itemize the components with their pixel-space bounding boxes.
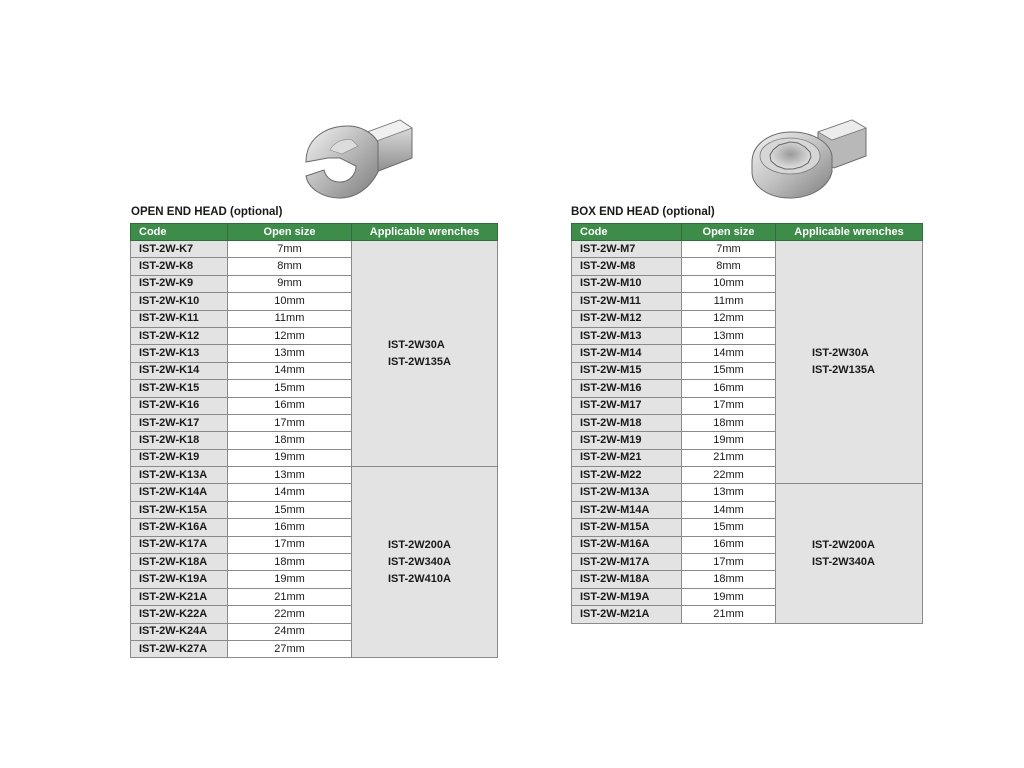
open-size-cell: 19mm [228, 449, 352, 466]
open-size-cell: 12mm [682, 310, 776, 327]
code-cell: IST-2W-M16 [572, 380, 682, 397]
code-cell: IST-2W-K22A [131, 606, 228, 623]
code-cell: IST-2W-M18 [572, 414, 682, 431]
table-header-row [131, 224, 498, 241]
wrench-model: IST-2W30A [388, 338, 445, 351]
open-size-cell: 16mm [228, 397, 352, 414]
open-size-cell: 15mm [228, 380, 352, 397]
code-cell: IST-2W-M22 [572, 467, 682, 484]
column-header-code: Code [131, 224, 228, 241]
open-size-cell: 14mm [682, 345, 776, 362]
code-cell: IST-2W-M8 [572, 258, 682, 275]
code-cell: IST-2W-M14A [572, 501, 682, 518]
applicable-wrenches-cell [352, 467, 498, 658]
open-size-cell: 12mm [228, 327, 352, 344]
code-cell: IST-2W-K14 [131, 362, 228, 379]
wrench-model: IST-2W30A [812, 347, 869, 360]
open-size-cell: 21mm [682, 449, 776, 466]
code-cell: IST-2W-K27A [131, 640, 228, 657]
column-header-open-size: Open size [682, 224, 776, 241]
code-cell: IST-2W-M15 [572, 362, 682, 379]
open-size-cell: 15mm [682, 519, 776, 536]
box-end-table [571, 223, 923, 624]
code-cell: IST-2W-K18 [131, 432, 228, 449]
applicable-wrenches-cell [776, 241, 923, 484]
open-size-cell: 19mm [682, 432, 776, 449]
open-size-cell: 18mm [682, 571, 776, 588]
code-cell: IST-2W-M13A [572, 484, 682, 501]
open-size-cell: 16mm [682, 380, 776, 397]
open-size-cell: 18mm [682, 414, 776, 431]
table-header-row [572, 224, 923, 241]
applicable-wrenches-cell [352, 241, 498, 467]
open-end-head-image [300, 112, 420, 208]
table-row [131, 467, 498, 484]
code-cell: IST-2W-K17 [131, 414, 228, 431]
wrench-model: IST-2W200A [388, 538, 451, 551]
code-cell: IST-2W-K18A [131, 554, 228, 571]
open-size-cell: 27mm [228, 640, 352, 657]
code-cell: IST-2W-M17 [572, 397, 682, 414]
code-cell: IST-2W-K10 [131, 293, 228, 310]
column-header-code: Code [572, 224, 682, 241]
open-size-cell: 15mm [682, 362, 776, 379]
code-cell: IST-2W-M21A [572, 606, 682, 623]
column-header-applicable-wrenches: Applicable wrenches [352, 224, 498, 241]
code-cell: IST-2W-K13 [131, 345, 228, 362]
open-size-cell: 16mm [682, 536, 776, 553]
open-size-cell: 13mm [682, 327, 776, 344]
open-size-cell: 8mm [228, 258, 352, 275]
column-header-applicable-wrenches: Applicable wrenches [776, 224, 923, 241]
code-cell: IST-2W-M17A [572, 554, 682, 571]
open-size-cell: 17mm [682, 554, 776, 571]
code-cell: IST-2W-K24A [131, 623, 228, 640]
code-cell: IST-2W-M7 [572, 241, 682, 258]
open-size-cell: 22mm [228, 606, 352, 623]
open-size-cell: 14mm [228, 484, 352, 501]
open-size-cell: 18mm [228, 554, 352, 571]
open-size-cell: 17mm [228, 536, 352, 553]
code-cell: IST-2W-M19A [572, 588, 682, 605]
wrench-model: IST-2W200A [812, 538, 875, 551]
open-size-cell: 7mm [228, 241, 352, 258]
open-size-cell: 13mm [682, 484, 776, 501]
open-size-cell: 21mm [228, 588, 352, 605]
open-size-cell: 14mm [682, 501, 776, 518]
code-cell: IST-2W-K19A [131, 571, 228, 588]
table-row [572, 484, 923, 501]
code-cell: IST-2W-K8 [131, 258, 228, 275]
code-cell: IST-2W-M16A [572, 536, 682, 553]
open-size-cell: 24mm [228, 623, 352, 640]
code-cell: IST-2W-K15 [131, 380, 228, 397]
code-cell: IST-2W-M19 [572, 432, 682, 449]
open-size-cell: 21mm [682, 606, 776, 623]
code-cell: IST-2W-K15A [131, 501, 228, 518]
code-cell: IST-2W-M14 [572, 345, 682, 362]
open-size-cell: 22mm [682, 467, 776, 484]
wrench-model: IST-2W340A [388, 555, 451, 568]
box-end-title: BOX END HEAD (optional) [571, 206, 715, 218]
code-cell: IST-2W-M21 [572, 449, 682, 466]
code-cell: IST-2W-K11 [131, 310, 228, 327]
table-row [572, 241, 923, 258]
open-end-wrench-head-icon [300, 112, 420, 208]
column-header-open-size: Open size [228, 224, 352, 241]
wrench-model: IST-2W410A [388, 572, 451, 585]
code-cell: IST-2W-K12 [131, 327, 228, 344]
code-cell: IST-2W-K16 [131, 397, 228, 414]
open-size-cell: 8mm [682, 258, 776, 275]
wrench-model: IST-2W340A [812, 555, 875, 568]
open-size-cell: 19mm [682, 588, 776, 605]
box-end-wrench-head-icon [748, 112, 872, 204]
code-cell: IST-2W-M12 [572, 310, 682, 327]
box-end-head-image [748, 112, 872, 204]
open-size-cell: 11mm [228, 310, 352, 327]
open-size-cell: 17mm [682, 397, 776, 414]
open-size-cell: 11mm [682, 293, 776, 310]
code-cell: IST-2W-M18A [572, 571, 682, 588]
open-size-cell: 7mm [682, 241, 776, 258]
code-cell: IST-2W-K21A [131, 588, 228, 605]
open-size-cell: 9mm [228, 275, 352, 292]
code-cell: IST-2W-M11 [572, 293, 682, 310]
open-size-cell: 19mm [228, 571, 352, 588]
code-cell: IST-2W-K9 [131, 275, 228, 292]
table-row [131, 241, 498, 258]
code-cell: IST-2W-M15A [572, 519, 682, 536]
open-size-cell: 14mm [228, 362, 352, 379]
open-size-cell: 10mm [228, 293, 352, 310]
wrench-model: IST-2W135A [388, 355, 451, 368]
code-cell: IST-2W-K16A [131, 519, 228, 536]
applicable-wrenches-cell [776, 484, 923, 623]
code-cell: IST-2W-K13A [131, 467, 228, 484]
open-size-cell: 17mm [228, 414, 352, 431]
open-size-cell: 18mm [228, 432, 352, 449]
open-size-cell: 13mm [228, 467, 352, 484]
wrench-model: IST-2W135A [812, 364, 875, 377]
open-size-cell: 10mm [682, 275, 776, 292]
open-end-table [130, 223, 498, 658]
code-cell: IST-2W-K14A [131, 484, 228, 501]
code-cell: IST-2W-M10 [572, 275, 682, 292]
code-cell: IST-2W-K7 [131, 241, 228, 258]
code-cell: IST-2W-K19 [131, 449, 228, 466]
open-size-cell: 13mm [228, 345, 352, 362]
code-cell: IST-2W-M13 [572, 327, 682, 344]
open-end-title: OPEN END HEAD (optional) [131, 206, 283, 218]
code-cell: IST-2W-K17A [131, 536, 228, 553]
open-size-cell: 16mm [228, 519, 352, 536]
open-size-cell: 15mm [228, 501, 352, 518]
